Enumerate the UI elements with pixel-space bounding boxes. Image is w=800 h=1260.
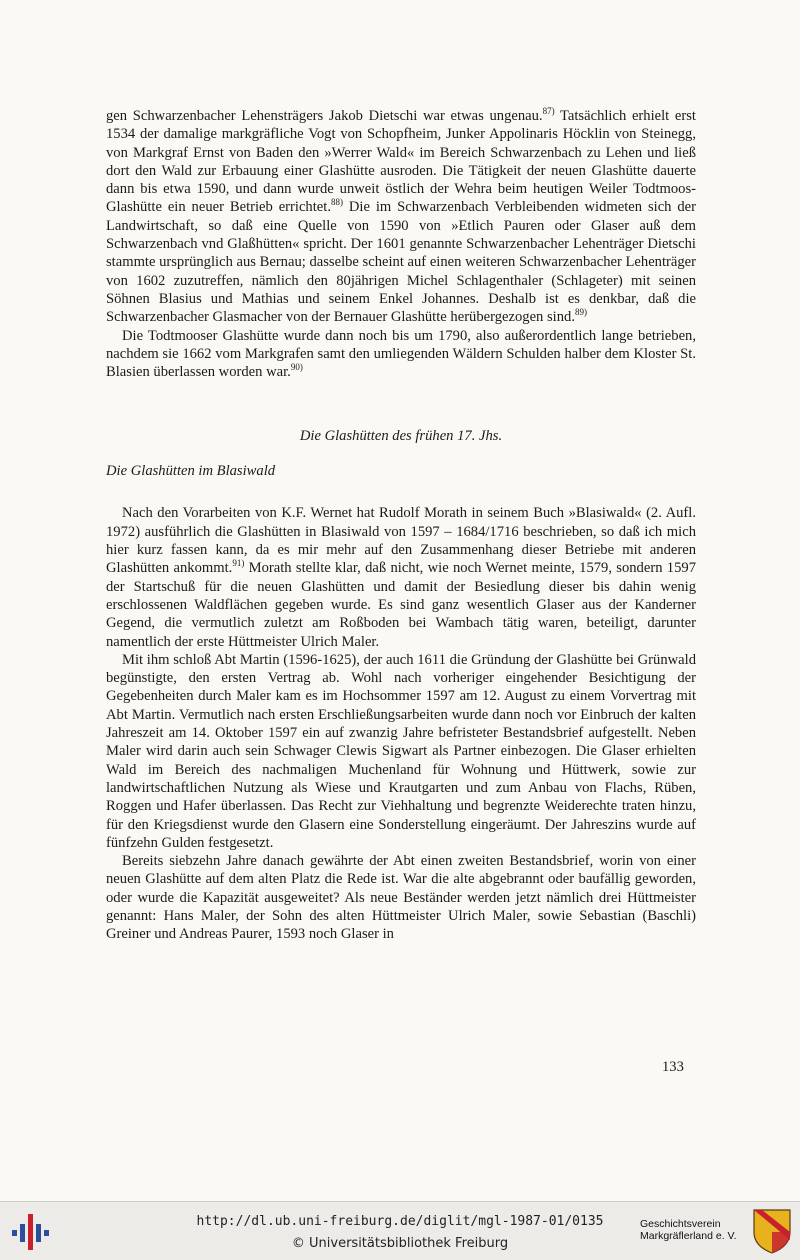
subsection-heading: Die Glashütten im Blasiwald <box>106 463 276 480</box>
paragraph <box>106 852 696 943</box>
footer-copyright: © Universitätsbibliothek Freiburg <box>291 1236 509 1251</box>
footer-bar <box>0 1201 800 1260</box>
text-block-top <box>106 107 696 381</box>
page-number: 133 <box>662 1059 684 1075</box>
paragraph <box>106 107 696 327</box>
society-line-1: Geschichtsverein <box>640 1218 721 1230</box>
footnote-marker: 87) <box>542 106 555 117</box>
society-line-2: Markgräflerland e. V. <box>640 1230 737 1242</box>
paragraph-text: Tatsächlich erhielt erst 1534 der damalige markgräfliche Vogt von Schopfheim, Junker Appolinaris Höcklin von Steinegg, von Markgraf Ernst von Baden den »Werrer Wald« im Bereich Schwarzenbach zu Lehen und ließ dort den Wald zur Erbauung einer Glashütte ausroden. Die Tätigkeit der neuen Glashütte dauerte dann bis etwa 1590, und dann wurde unweit östlich der Wehra beim heutigen Weiler Todtmoos-Glashütte ein neuer Betrieb errichtet. <box>106 108 696 216</box>
page-body <box>106 107 696 944</box>
paragraph-text: Morath stellte klar, daß nicht, wie noch Wernet meinte, 1579, sondern 1597 der Startschuß für die neuen Glashütten und damit der Besiedlung dieser bis dahin wenig erschlossenen Waldflächen gegeben wurde. Es sind ganz wesentlich Glaser aus der Kanderner Gegend, die vermutlich zuletzt am Roßboden bei Wambach tätig waren, beteiligt, darunter namentlich der erste Hüttmeister Ulrich Maler. <box>106 560 696 650</box>
footnote-marker: 90) <box>290 362 303 373</box>
footnote-marker: 89) <box>574 307 587 318</box>
text-block-bottom <box>106 504 696 943</box>
paragraph <box>106 651 696 852</box>
footer-url-link[interactable]: http://dl.ub.uni-freiburg.de/diglit/mgl-1987-01/0135 <box>196 1214 604 1229</box>
footnote-marker: 88) <box>330 197 343 208</box>
paragraph <box>106 504 696 650</box>
paragraph-text: gen Schwarzenbacher Lehensträgers Jakob Dietschi war etwas ungenau. <box>106 108 543 124</box>
coat-of-arms-icon <box>752 1208 792 1254</box>
paragraph-text: Bereits siebzehn Jahre danach gewährte der Abt einen zweiten Bestandsbrief, worin von einer neuen Glashütte auf dem alten Platz die Rede ist. War die alte abgebrannt oder baufällig geworden, oder wurde die Kapazität ausgeweitet? Als neue Beständer werden jetzt nämlich drei Hüttmeister genannt: Hans Maler, der Sohn des alten Hüttmeister Ulrich Maler, sowie Sebastian (Baschli) Greiner und Andreas Paurer, 1593 noch Glaser in <box>106 853 696 943</box>
paragraph-text: Die im Schwarzenbach Verbleibenden widmeten sich der Landwirtschaft, so daß eine Quelle von 1590 von »Etlich Pauren oder Glaser auß dem Schwarzenbach vnd Glaßhütten« spricht. Der 1601 genannte Schwarzenbacher Lehenträger Dietschi stammte ursprünglich aus Bernau; dasselbe scheint auf einen weiteren Schwarzenbacher Lehenträger von 1602 zuzutreffen, nämlich den 80jährigen Michel Schlagenthaler (Schlageter) mit seinen Söhnen Blasius und Mathias und seinem Enkel Johannes. Deshalb ist es denkbar, daß die Schwarzenbacher Glasmacher von der Bernauer Glashütte herübergezogen sind. <box>106 199 696 326</box>
paragraph-text: Mit ihm schloß Abt Martin (1596-1625), der auch 1611 die Gründung der Glashütte bei Grünwald begünstigte, den ersten Vertrag ab. Wohl nach vorheriger eingehender Besichtigung der Gegebenheiten durch Maler kam es im Hochsommer 1597 am 12. August zu einem Vorvertrag mit Abt Martin. Vermutlich nach ersten Erschließungsarbeiten wurde dann noch vor Einbruch der kalten Jahreszeit am 14. Oktober 1597 ein auf zwanzig Jahre befristeter Bestandsbrief aufgestellt. Neben Maler wird darin auch sein Schwager Clewis Sigwart als Partner einbezogen. Die Glaser erhielten Wald im Bereich des nachmaligen Muchenland für Wohnung und Hüttwerk, sowie zur landwirtschaftlichen Nutzung als Wiese und Krautgarten und zum Anbau von Flachs, Rüben, Roggen und Hafer überlassen. Das Recht zur Viehhaltung und begrenzte Weiderechte traten hinzu, für den Kriegsdienst wurde den Glasern eine Sonderstellung eingeräumt. Der Jahreszins wurde auf fünfzehn Gulden festgesetzt. <box>106 651 696 851</box>
footnote-marker: 91) <box>232 558 245 569</box>
paragraph-text: Die Todtmooser Glashütte wurde dann noch bis um 1790, also außerordentlich lange betrieben, nachdem sie 1662 vom Markgrafen samt den umliegenden Wäldern Schulden halber dem Kloster St. Blasien überlassen worden war. <box>106 327 696 381</box>
section-heading: Die Glashütten des frühen 17. Jhs. <box>299 428 503 445</box>
society-name <box>640 1218 737 1242</box>
paragraph-text: Nach den Vorarbeiten von K.F. Wernet hat Rudolf Morath in seinem Buch »Blasiwald« (2. Aufl. 1972) ausführlich die Glashütten in Blasiwald von 1597 – 1684/1716 beschrieben, so daß ich mich hier kurz fassen kann, da es mir mehr auf den Zusammenhang dieser Betriebe mit anderen Glashütten ankommt. <box>106 505 696 577</box>
paragraph <box>106 327 696 382</box>
